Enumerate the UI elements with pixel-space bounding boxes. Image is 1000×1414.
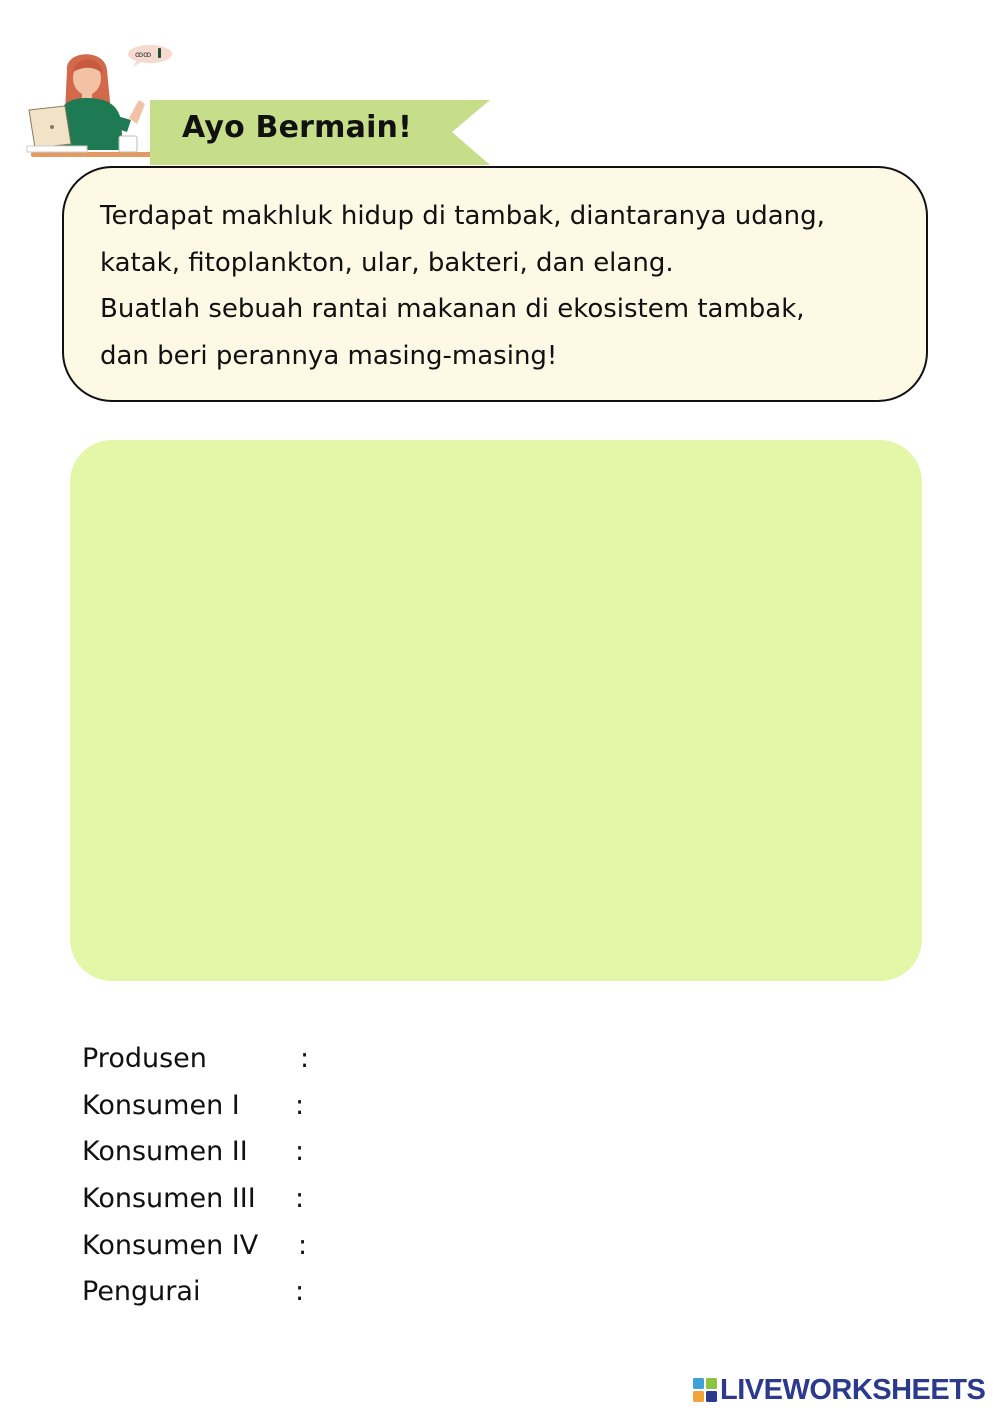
role-row-pengurai[interactable]	[82, 1269, 582, 1316]
role-colon: :	[298, 1229, 308, 1261]
role-colon: :	[295, 1276, 305, 1308]
roles-list	[82, 1036, 582, 1316]
instruction-line: katak, fitoplankton, ular, bakteri, dan elang.	[100, 247, 674, 278]
food-chain-answer-area[interactable]	[70, 440, 922, 981]
role-colon: :	[295, 1136, 305, 1168]
role-label: Pengurai	[82, 1276, 201, 1308]
role-row-konsumen-4[interactable]	[82, 1223, 582, 1270]
liveworksheets-logo-icon	[693, 1378, 717, 1402]
role-label: Konsumen IV	[82, 1229, 259, 1261]
role-colon: :	[295, 1089, 305, 1121]
role-row-konsumen-3[interactable]	[82, 1176, 582, 1223]
instruction-line: Terdapat makhluk hidup di tambak, diantaranya udang,	[100, 201, 825, 231]
instruction-line: Buatlah sebuah rantai makanan di ekosistem tambak,	[100, 294, 805, 324]
role-row-konsumen-1[interactable]	[82, 1083, 582, 1130]
instruction-text	[100, 193, 940, 379]
instruction-line: dan beri perannya masing-masing!	[100, 340, 558, 371]
page-title: Ayo Bermain!	[182, 110, 412, 145]
role-row-konsumen-2[interactable]	[82, 1129, 582, 1176]
svg-text:ꝏꝏ: ꝏꝏ	[135, 50, 152, 59]
role-label: Konsumen I	[82, 1089, 240, 1121]
role-row-produsen[interactable]	[82, 1036, 582, 1083]
role-label: Produsen	[82, 1043, 207, 1074]
brand-name: LIVEWORKSHEETS	[720, 1374, 986, 1406]
role-label: Konsumen II	[82, 1136, 248, 1168]
role-colon: :	[295, 1183, 305, 1215]
role-colon: :	[300, 1043, 310, 1074]
role-label: Konsumen III	[82, 1183, 256, 1215]
